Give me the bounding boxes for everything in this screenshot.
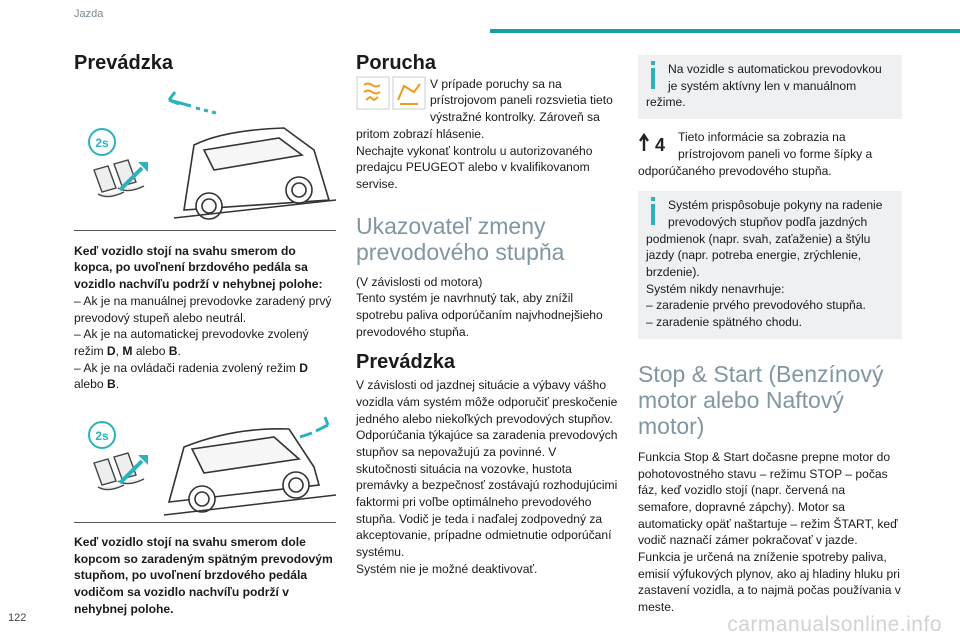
shift-arrow-icon-wrap <box>638 129 672 159</box>
period-2: . <box>115 377 120 392</box>
prevadzka-text-2: Systém nie je možné deaktivovať. <box>356 561 538 576</box>
bullet-selector <box>74 360 336 393</box>
two-second-icon-2: 2s <box>95 429 109 444</box>
para-uphill: Keď vozidlo stojí na svahu smerom do kopca, po uvoľnení brzdového pedála sa vozidlo nachvíľu podrží v nehybnej polohe: <box>74 243 323 292</box>
page-number: 122 <box>8 612 27 624</box>
porucha-text-2: Nechajte vykonať kontrolu u autorizovaného predajcu PEUGEOT alebo v kvalifikovanom servise. <box>356 143 593 191</box>
heading-porucha: Porucha <box>356 52 437 74</box>
mode-d: D <box>106 343 116 358</box>
info-box-system <box>638 191 902 339</box>
illustration-downhill <box>74 407 336 523</box>
arrow-text: Tieto informácie sa zobrazia na prístrojovom paneli vo forme šípky a odporúčaného prevodového stupňa. <box>638 130 873 178</box>
warning-icons <box>356 76 426 110</box>
bullet-manual: – Ak je na manuálnej prevodovke zaradený prvý prevodový stupeň alebo neutrál. <box>74 293 332 325</box>
heading-prevadzka-2: Prevádzka <box>356 351 455 374</box>
info-icon-2 <box>646 197 660 227</box>
info-bullet-2: – zaradenie spätného chodu. <box>646 315 802 330</box>
bullet-automatic <box>74 326 336 359</box>
info-system-text: Systém prispôsobuje pokyny na radenie prevodových stupňov podľa jazdných podmienok (napr. svah, zaťaženie) a štýlu jazdy (napr. potreba energie, zrýchlenie, brzdenie). <box>646 198 883 280</box>
mode-m: M <box>122 343 133 358</box>
downhill-car-illustration <box>74 407 336 522</box>
info-box-automatic <box>638 55 902 119</box>
two-second-icon: 2s <box>95 135 109 150</box>
period: . <box>177 343 181 358</box>
porucha-block <box>356 76 620 193</box>
or-text: alebo <box>132 343 169 358</box>
or-text-2: alebo <box>74 377 107 392</box>
bullet-automatic-prefix: – Ak je na automatickej prevodovke zvolený režim <box>74 327 309 358</box>
mode-d-2: D <box>299 360 308 375</box>
heading-gear-indicator: Ukazovateľ zmeny prevodového stupňa <box>356 212 565 265</box>
stop-start-text-1: Funkcia Stop & Start dočasne prepne motor do pohotovostného stavu – režimu STOP – počas fáz, keď vozidlo stojí (napr. červená na semafore, dopravné zápchy). Motor sa automaticky opäť naštartuje – režim ŠTART, keď vodič naznačí zámer pokračovať v jazde. <box>638 449 898 548</box>
porucha-text-1: V prípade poruchy sa na prístrojovom paneli rozsvietia tieto výstražné kontrolky. Zároveň sa pritom zobrazí hlásenie. <box>356 76 613 141</box>
column-1 <box>74 52 336 618</box>
gear-intro-1: (V závislosti od motora) <box>356 274 483 289</box>
shift-up-arrow-icon <box>638 129 672 159</box>
heading-prevadzka: Prevádzka <box>74 52 173 74</box>
info-never-text: Systém nikdy nenavrhuje: <box>646 281 785 296</box>
uphill-car-illustration <box>74 90 336 230</box>
recommended-gear-digit: 4 <box>654 135 666 156</box>
warning-lights-icon <box>356 76 426 110</box>
illustration-uphill <box>74 90 336 231</box>
info-automatic-text: Na vozidle s automatickou prevodovkou je systém aktívny len v manuálnom režime. <box>646 62 882 110</box>
arrow-block <box>638 129 902 179</box>
comma: , <box>115 343 123 358</box>
mode-b: B <box>168 343 178 358</box>
prevadzka-text-1: V závislosti od jazdnej situácie a výbavy vášho vozidla vám systém môže odporučiť preskočenie jedného alebo niekoľkých prevodových stupňov. Odporúčania týkajúce sa zaradenia prevodových stupňov sa nepovažujú za povinné. V skutočnosti situácia na vozovke, hustota premávky a bezpečnosť zostávajú rozhodujúcimi faktormi pri voľbe optimálneho prevodového stupňa. Vodič je teda i naďalej zodpovedný za akceptovanie, prípadne odmietnutie odporúčaní systému. <box>356 378 618 560</box>
para-downhill: Keď vozidlo stojí na svahu smerom dole kopcom so zaradeným spätným prevodovým stupňom, po uvoľnení brzdového pedála vodičom sa vozidlo nachvíľu podrží v nehybnej polohe. <box>74 535 333 616</box>
heading-stop-start: Stop & Start (Benzínový motor alebo Naftový motor) <box>638 360 884 439</box>
section-label: Jazda <box>74 8 104 20</box>
info-bullet-1: – zaradenie prvého prevodového stupňa. <box>646 298 866 313</box>
bullet-selector-prefix: – Ak je na ovládači radenia zvolený režim <box>74 360 300 375</box>
stop-start-text-2: Funkcia je určená na zníženie spotreby paliva, emisií výfukových plynov, ako aj hladiny hluku pri zastavení vozidla, a to najmä počas používania v meste. <box>638 550 901 615</box>
column-3 <box>638 55 902 616</box>
info-icon <box>646 61 660 91</box>
gear-intro-2: Tento systém je navrhnutý tak, aby znížil spotrebu paliva odporúčaním najvhodnejšieho prevodového stupňa. <box>356 291 603 339</box>
watermark: carmanualsonline.info <box>727 613 942 636</box>
header-accent-bar <box>490 29 960 33</box>
mode-b-2: B <box>106 377 116 392</box>
column-2 <box>356 52 620 578</box>
